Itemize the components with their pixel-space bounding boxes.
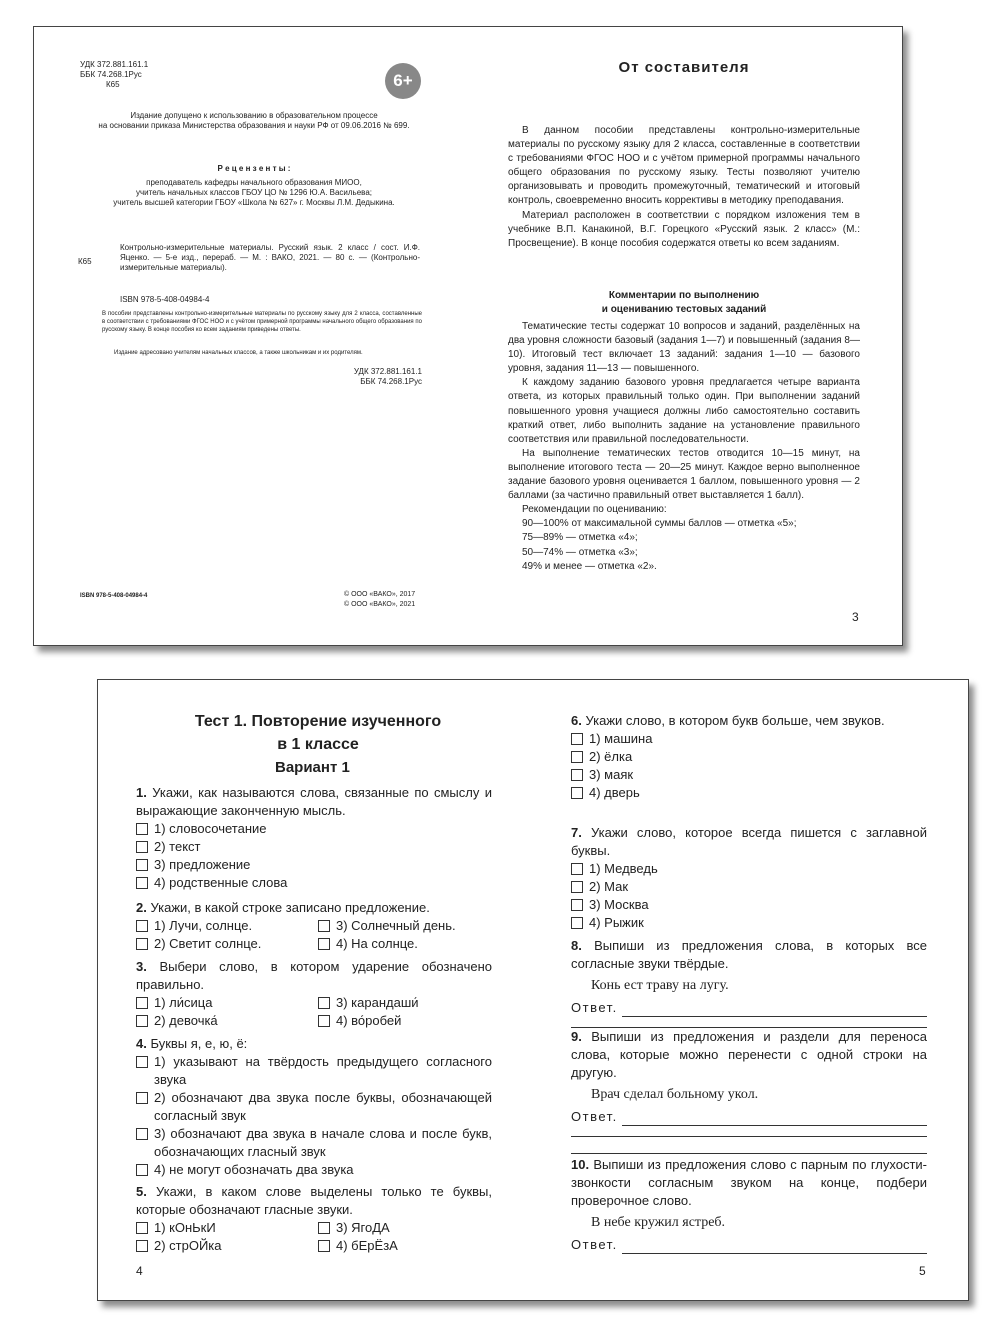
reviewers-title: Р е ц е н з е н т ы : (217, 164, 291, 173)
q5-option-4[interactable]: 4) бЕрЁзА (318, 1237, 398, 1255)
annotation: В пособии представлены контрольно-измерительные материалы по русскому языку для 2 класса, составленные в соответствии с требованиями ФГОС НОО и с учётом примерной программы начального общего образования по русскому языку. В конце пособия ко всем заданиям приведены ответы. (102, 311, 422, 333)
intro-text: В данном пособии представлены контрольно-измерительные материалы по русскому языку для 2 класса, составленные в соответствии с требованиями ФГОС НОО и с учётом примерной программы начального общего образования по русскому языку. Тесты позволяют учителю организовывать и проводить промежуточный, тематический и итоговый контроль, своевременно вносить коррективы в методику преподавания. Материал расположен в соответствии с порядком изложения тем в учебнике В.П. Канакиной, В.Г. Горецкого «Русский язык. 2 класс» (М.: Просвещение). В конце пособия содержатся ответы ко всем заданиям. (508, 125, 860, 249)
question-5: 5. Укажи, в каком слове выделены только те буквы, которые обозначают гласные звуки. 1) кОнЬкИ 2) стрОЙка 3) ЯгоДА 4) бЕрЁзА (136, 1184, 492, 1253)
checkbox[interactable] (136, 823, 148, 835)
q4-option-3[interactable]: 3) обозначают два звука в начале слова и после букв, обозначающих гласный звук (136, 1125, 492, 1161)
question-9: 9. Выпиши из предложения и раздели для переноса слова, которые можно перенести с одной строки на другую. Врач сделал больному укол. Ответ. (571, 1028, 927, 1154)
variant-label: Вариант 1 (275, 759, 350, 776)
biblio-text: Контрольно-измерительные материалы. Русский язык. 2 класс / сост. И.Ф. Яценко. — 5-е изд., перераб. — М. : ВАКО, 2021. — 80 с. — (Контрольно-измерительные материалы). (120, 243, 420, 272)
page-title: От составителя (618, 59, 750, 76)
q2-option-4[interactable]: 4) На солнце. (318, 935, 456, 953)
isbn-bottom: ISBN 978-5-408-04984-4 (80, 593, 148, 599)
q4-option-4[interactable]: 4) не могут обозначать два звука (136, 1161, 492, 1179)
q2-option-2[interactable]: 2) Светит солнце. (136, 935, 318, 953)
q10-answer[interactable]: Ответ. (571, 1236, 927, 1254)
q3-option-2[interactable]: 2) девочка́ (136, 1012, 318, 1030)
q6-option-1[interactable]: 1) машина (571, 730, 927, 748)
q1-option-4[interactable]: 4) родственные слова (136, 874, 492, 892)
question-7: 7. Укажи слово, которое всегда пишется с заглавной буквы. 1) Медведь 2) Мак 3) Москва 4) Рыжик (571, 825, 927, 930)
q9-answer[interactable]: Ответ. (571, 1108, 927, 1126)
checkbox[interactable] (136, 877, 148, 889)
q5-option-2[interactable]: 2) стрОЙка (136, 1237, 318, 1255)
question-1: 1. Укажи, как называются слова, связанные по смыслу и выражающие законченную мысль. 1) словосочетание 2) текст 3) предложение 4) родственные слова (136, 785, 492, 890)
q1-option-2[interactable]: 2) текст (136, 838, 492, 856)
udk-bottom: УДК 372.881.161.1 ББК 74.268.1Рус (353, 367, 422, 386)
q8-sentence: Конь ест траву на лугу. (591, 978, 729, 993)
question-6: 6. Укажи слово, в котором букв больше, чем звуков. 1) машина 2) ёлка 3) маяк 4) дверь (571, 712, 927, 802)
q9-sentence: Врач сделал больному укол. (591, 1087, 759, 1102)
bbk: ББК 74.268.1Рус (80, 70, 142, 79)
q6-option-2[interactable]: 2) ёлка (571, 748, 927, 766)
age-rating-badge: 6+ (385, 63, 421, 99)
q7-option-3[interactable]: 3) Москва (571, 896, 927, 914)
page-number-5: 5 (919, 1264, 926, 1278)
q8-answer[interactable]: Ответ. (571, 999, 927, 1017)
copyright: © ООО «ВАКО», 2017 © ООО «ВАКО», 2021 (344, 591, 416, 608)
checkbox[interactable] (136, 859, 148, 871)
k65-code: К65 (106, 80, 120, 89)
page-number-3: 3 (852, 610, 859, 624)
q6-option-4[interactable]: 4) дверь (571, 784, 927, 802)
q2-option-1[interactable]: 1) Лучи, солнце. (136, 917, 318, 935)
reviewers-block: Р е ц е н з е н т ы : преподаватель кафедры начального образования МИОО, учитель начальных классов ГБОУ ЦО № 1296 Ю.А. Васильева; учитель высшей категории ГБОУ «Школа № 627» г. Москвы Л.М. Дедыкина. (74, 164, 434, 208)
isbn: ISBN 978-5-408-04984-4 (120, 295, 210, 304)
q5-option-3[interactable]: 3) ЯгоДА (318, 1219, 398, 1237)
page-number-4: 4 (136, 1264, 143, 1278)
q7-option-1[interactable]: 1) Медведь (571, 860, 927, 878)
q3-option-3[interactable]: 3) карандаши́ (318, 994, 419, 1012)
question-8: 8. Выпиши из предложения слова, в которых все согласные звуки твёрдые. Конь ест траву на лугу. Ответ. (571, 937, 927, 1028)
question-2: 2. Укажи, в какой строке записано предложение. 1) Лучи, солнце. 2) Светит солнце. 3) Солнечный день. 4) На солнце. (136, 900, 456, 951)
comments-text: Тематические тесты содержат 10 вопросов и заданий, разделённых на два уровня сложности базовый (задания 1—7) и повышенный (задания 8—10). Итоговый тест включает 13 заданий: задания 1—10 — базового уровня, задания 11—13 — повышенного. К каждому заданию базового уровня предлагается четыре варианта ответа, из которых правильный только один. При выполнении заданий повышенного уровня учащиеся должны либо самостоятельно составить краткий ответ, либо выполнить задание на установление правильного соответствия или правильной последовательности. На выполнение тематических тестов отводится 10—15 минут, на выполнение итогового теста — 20—25 минут. Каждое верно выполненное задание базового уровня оценивается 1 баллом, повышенного уровня — 2 баллами (за частично правильный ответ выставляется 1 балл). Рекомендации по оцениванию: 90—100% от максимальной суммы баллов — отметка «5»; 75—89% — отметка «4»; 50—74% — отметка «3»; 49% и менее — отметка «2». (508, 321, 860, 572)
q5-option-1[interactable]: 1) кОнЬкИ (136, 1219, 318, 1237)
q4-option-2[interactable]: 2) обозначают два звука после буквы, обозначающей согласный звук (136, 1089, 492, 1125)
q6-option-3[interactable]: 3) маяк (571, 766, 927, 784)
q1-option-3[interactable]: 3) предложение (136, 856, 492, 874)
q4-option-1[interactable]: 1) указывают на твёрдость предыдущего согласного звука (136, 1053, 492, 1089)
bottom-spread (97, 679, 969, 1301)
question-10: 10. Выпиши из предложения слово с парным по глухости-звонкости согласным звуком на конце, подбери проверочное слово. В небе кружил ястреб. Ответ. (571, 1157, 927, 1252)
top-spread (33, 26, 903, 646)
question-4: 4. Буквы я, е, ю, ё: 1) указывают на твёрдость предыдущего согласного звука 2) обозначают два звука после буквы, обозначающей согласный звук 3) обозначают два звука в начале слова и после букв, обозначающих гласный звук 4) не могут обозначать два звука (136, 1036, 492, 1177)
q7-option-4[interactable]: 4) Рыжик (571, 914, 927, 932)
udk: УДК 372.881.161.1 (80, 60, 149, 69)
q1-option-1[interactable]: 1) словосочетание (136, 820, 492, 838)
comments-subtitle: Комментарии по выполнению и оцениванию тестовых заданий (601, 290, 767, 315)
q3-option-4[interactable]: 4) во́робей (318, 1012, 419, 1030)
test-title: Тест 1. Повторение изученного в 1 классе (194, 713, 442, 753)
checkbox[interactable] (136, 841, 148, 853)
q3-option-1[interactable]: 1) ли́сица (136, 994, 318, 1012)
annotation-2: Издание адресовано учителям начальных классов, а также школьникам и их родителям. (114, 350, 363, 356)
q2-option-3[interactable]: 3) Солнечный день. (318, 917, 456, 935)
udk-block (80, 60, 200, 90)
approval-text: Издание допущено к использованию в образовательном процессе на основании приказа Министерства образования и науки РФ от 09.06.2016 № 699. (98, 111, 410, 130)
q7-option-2[interactable]: 2) Мак (571, 878, 927, 896)
question-3: 3. Выбери слово, в котором ударение обозначено правильно. 1) ли́сица 2) девочка́ 3) карандаши́ 4) во́робей (136, 959, 492, 1028)
q10-sentence: В небе кружил ястреб. (591, 1215, 726, 1230)
biblio-code: К65 (78, 257, 92, 266)
